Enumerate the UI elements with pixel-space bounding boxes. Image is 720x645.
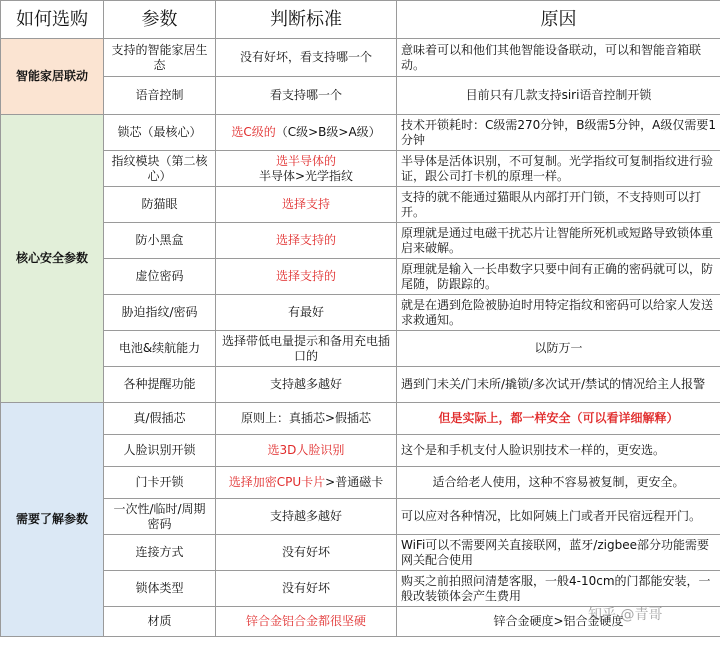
table-row xyxy=(1,467,720,499)
table-row xyxy=(1,435,720,467)
criteria-cell xyxy=(216,607,397,637)
criteria-highlight: 选C级的 xyxy=(231,125,276,139)
table-row xyxy=(1,115,720,151)
criteria-highlight: 选择支持的 xyxy=(275,233,336,247)
reason-cell: 适合给老人使用，这种不容易被复制，更安全。 xyxy=(397,467,720,499)
criteria-cell: 支持越多越好 xyxy=(216,367,397,403)
criteria-cell: 没有好坏，看支持哪一个 xyxy=(216,39,397,77)
table-row xyxy=(1,39,720,77)
reason-cell: 遇到门未关/门未所/撬锁/多次试开/禁试的情况给主人报警 xyxy=(397,367,720,403)
param-cell: 材质 xyxy=(104,607,216,637)
criteria-cell: 选择加密CPU卡片>普通磁卡 xyxy=(216,467,397,499)
header-param: 参数 xyxy=(104,1,216,39)
param-cell: 连接方式 xyxy=(104,535,216,571)
criteria-cell: 看支持哪一个 xyxy=(216,77,397,115)
param-cell: 锁体类型 xyxy=(104,571,216,607)
criteria-cell: 选半导体的 半导体>光学指纹 xyxy=(216,151,397,187)
param-cell: 防猫眼 xyxy=(104,187,216,223)
section-need-to-know: 需要了解参数 xyxy=(1,403,104,637)
criteria-highlight: 选择加密CPU卡片 xyxy=(228,475,326,489)
reason-cell: 目前只有几款支持siri语音控制开锁 xyxy=(397,77,720,115)
reason-cell: 意味着可以和他们其他智能设备联动，可以和智能音箱联动。 xyxy=(397,39,720,77)
table-row xyxy=(1,571,720,607)
criteria-cell: 选C级的（C级>B级>A级） xyxy=(216,115,397,151)
criteria-cell xyxy=(216,435,397,467)
param-cell: 门卡开锁 xyxy=(104,467,216,499)
section-core-security: 核心安全参数 xyxy=(1,115,104,403)
section-smart-home: 智能家居联动 xyxy=(1,39,104,115)
param-cell: 指纹模块（第二核心） xyxy=(104,151,216,187)
table-header-row xyxy=(1,1,720,39)
reason-cell: 购买之前拍照问清楚客服，一般4-10cm的门都能安装，一般改装锁体会产生费用 xyxy=(397,571,720,607)
table-row xyxy=(1,187,720,223)
criteria-highlight: 锌合金铝合金都很坚硬 xyxy=(245,614,366,628)
param-cell: 电池&续航能力 xyxy=(104,331,216,367)
criteria-highlight: 选半导体的 xyxy=(275,153,336,168)
reason-cell-highlight: 但是实际上，都一样安全（可以看详细解释） xyxy=(397,403,720,435)
reason-cell: 就是在遇到危险被胁迫时用特定指纹和密码可以给家人发送求救通知。 xyxy=(397,295,720,331)
param-cell: 虚位密码 xyxy=(104,259,216,295)
reason-cell: 原理就是通过电磁干扰芯片让智能所死机或短路导致锁体重启来破解。 xyxy=(397,223,720,259)
table-row xyxy=(1,367,720,403)
param-cell: 真/假插芯 xyxy=(104,403,216,435)
reason-cell: 这个是和手机支付人脸识别技术一样的，更安选。 xyxy=(397,435,720,467)
header-criteria: 判断标准 xyxy=(216,1,397,39)
reason-cell: 原理就是输入一长串数字只要中间有正确的密码就可以，防尾随，防跟踪的。 xyxy=(397,259,720,295)
criteria-cell: 原则上：真插芯>假插芯 xyxy=(216,403,397,435)
table-row xyxy=(1,259,720,295)
reason-cell: 支持的就不能通过猫眼从内部打开门锁，不支持则可以打开。 xyxy=(397,187,720,223)
criteria-highlight: 选3D人脸识别 xyxy=(267,443,345,457)
param-cell: 语音控制 xyxy=(104,77,216,115)
reason-cell: 锌合金硬度>铝合金硬度 xyxy=(397,607,720,637)
table-row xyxy=(1,295,720,331)
reason-cell: 半导体是活体识别，不可复制。光学指纹可复制指纹进行验证，跟公司打卡机的原理一样。 xyxy=(397,151,720,187)
reason-cell: WiFi可以不需要网关直接联网，蓝牙/zigbee部分功能需要网关配合使用 xyxy=(397,535,720,571)
table-row xyxy=(1,535,720,571)
criteria-cell xyxy=(216,259,397,295)
table-row xyxy=(1,223,720,259)
criteria-cell: 没有好坏 xyxy=(216,571,397,607)
table-row xyxy=(1,77,720,115)
criteria-cell: 有最好 xyxy=(216,295,397,331)
criteria-cell: 选择带低电量提示和备用充电插口的 xyxy=(216,331,397,367)
header-reason: 原因 xyxy=(397,1,720,39)
reason-cell: 技术开锁耗时：C级需270分钟，B级需5分钟，A级仅需要1分钟 xyxy=(397,115,720,151)
param-cell: 一次性/临时/周期密码 xyxy=(104,499,216,535)
criteria-cell xyxy=(216,187,397,223)
reason-cell: 可以应对各种情况，比如阿姨上门或者开民宿远程开门。 xyxy=(397,499,720,535)
criteria-cell: 支持越多越好 xyxy=(216,499,397,535)
criteria-cell: 没有好坏 xyxy=(216,535,397,571)
param-cell: 人脸识别开锁 xyxy=(104,435,216,467)
param-cell: 防小黑盒 xyxy=(104,223,216,259)
param-cell: 胁迫指纹/密码 xyxy=(104,295,216,331)
criteria-cell xyxy=(216,223,397,259)
param-cell: 支持的智能家居生态 xyxy=(104,39,216,77)
header-how-to-choose: 如何选购 xyxy=(1,1,104,39)
zhihu-watermark: 知乎 @青哥 xyxy=(588,607,663,623)
table-row xyxy=(1,499,720,535)
param-cell: 锁芯（最核心） xyxy=(104,115,216,151)
param-cell: 各种提醒功能 xyxy=(104,367,216,403)
criteria-highlight: 选择支持的 xyxy=(275,269,336,283)
criteria-highlight: 选择支持 xyxy=(281,197,330,211)
table-row xyxy=(1,403,720,435)
reason-cell: 以防万一 xyxy=(397,331,720,367)
table-row xyxy=(1,331,720,367)
table-row xyxy=(1,151,720,187)
